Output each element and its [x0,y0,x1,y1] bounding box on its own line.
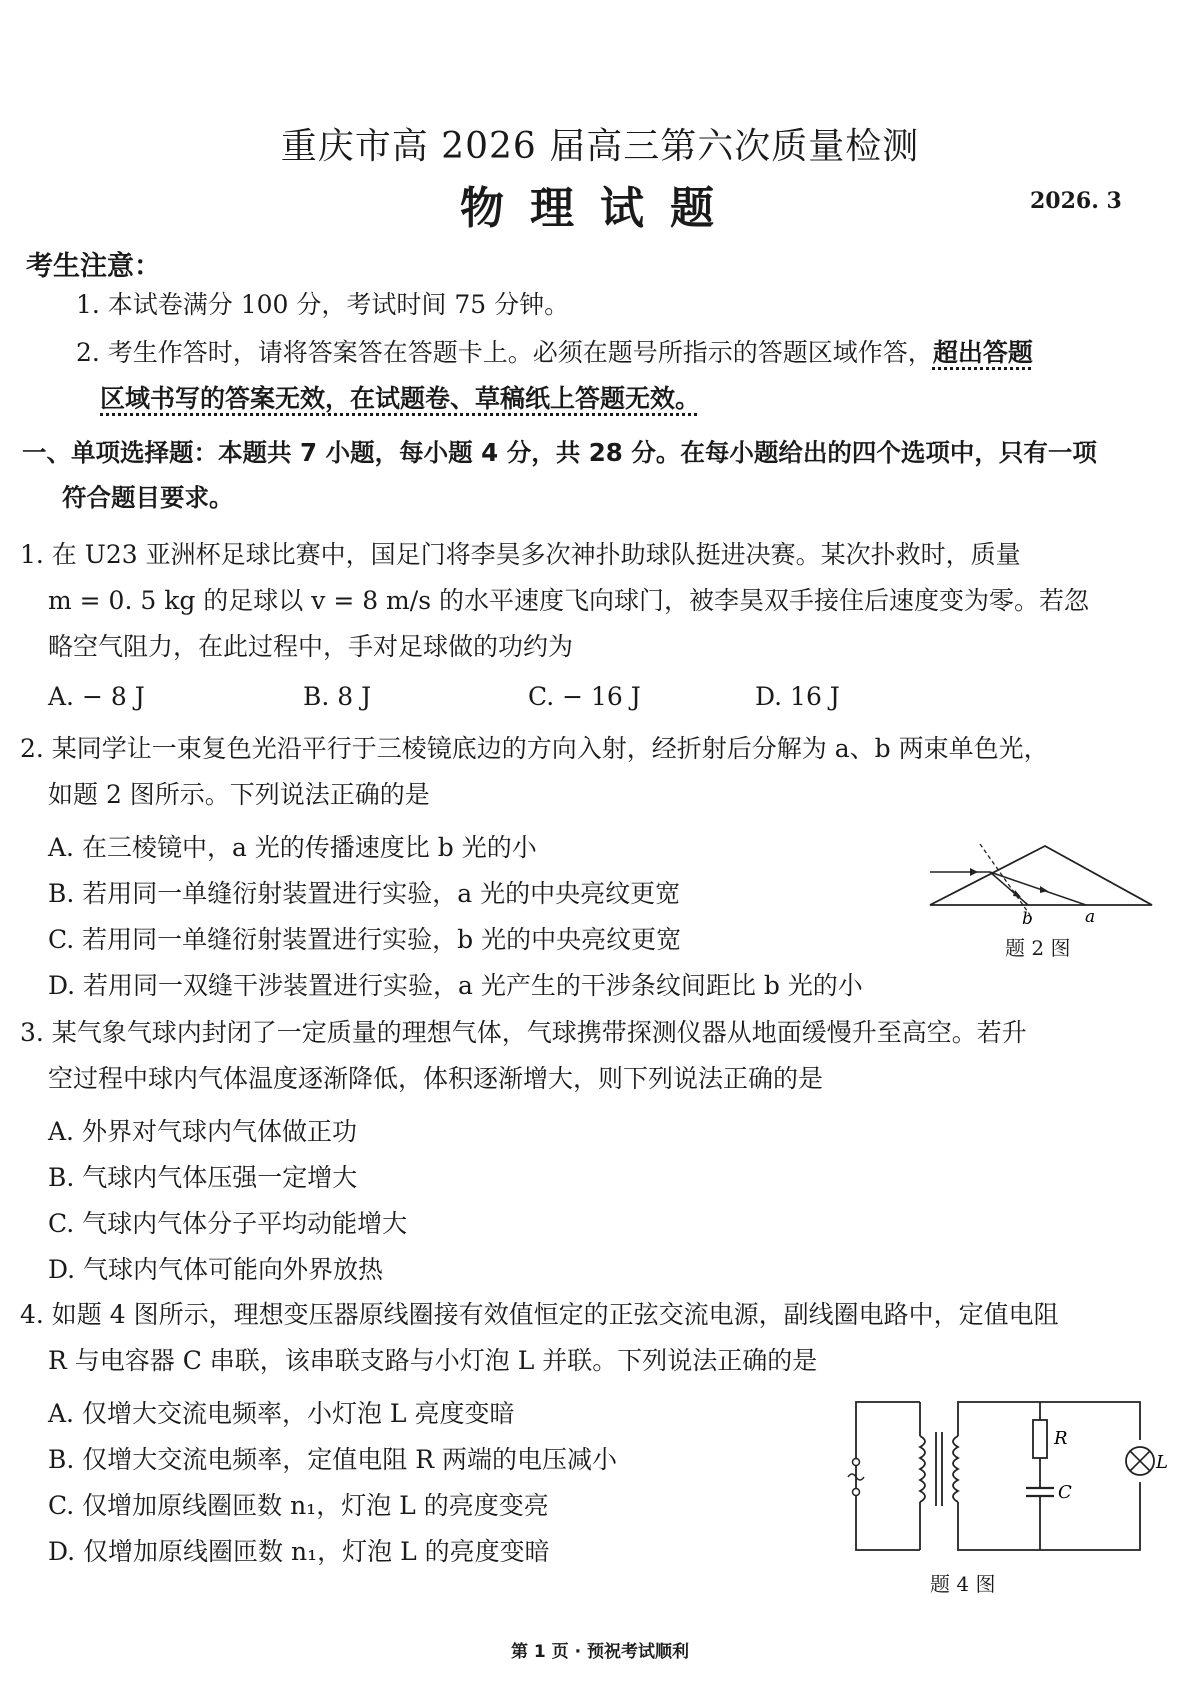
q3-option-b: B. 气球内气体压强一定增大 [48,1163,358,1192]
q2-line-1: 2. 某同学让一束复色光沿平行于三棱镜底边的方向入射，经折射后分解为 a、b 两束单色光， [20,734,1049,763]
q4-option-a: A. 仅增大交流电频率，小灯泡 L 亮度变暗 [48,1399,515,1428]
notice-heading: 考生注意： [26,251,161,282]
q2-option-a: A. 在三棱镜中，a 光的传播速度比 b 光的小 [48,833,537,862]
notice-item-2 [76,338,1033,368]
notice-emphasis-1: 超出答题 [932,338,1033,367]
q1-option-a: A. − 8 J [48,682,145,711]
resistor-r [1033,1420,1047,1458]
label-b: b [1022,909,1033,929]
label-l: L [1156,1452,1168,1473]
q2-option-d: D. 若用同一双缝干涉装置进行实验，a 光产生的干涉条纹间距比 b 光的小 [48,971,863,1000]
q2-line-2: 如题 2 图所示。下列说法正确的是 [48,780,430,809]
q1-option-c: C. − 16 J [528,682,641,711]
section-1-instructions-cont: 符合题目要求。 [62,483,234,512]
q3-line-1: 3. 某气象气球内封闭了一定质量的理想气体，气球携带探测仪器从地面缓慢升至高空。若升 [20,1018,1027,1047]
primary-wire [856,1402,920,1550]
notice-item-2-text: 2. 考生作答时，请将答案答在答题卡上。必须在题号所指示的答题区域作答， [76,338,933,367]
ray-a [990,872,1086,905]
q1-line-3: 略空气阻力，在此过程中，手对足球做的功约为 [48,632,574,661]
q4-option-d: D. 仅增加原线圈匝数 n₁，灯泡 L 的亮度变暗 [48,1537,550,1566]
q1-line-1: 1. 在 U23 亚洲杯足球比赛中，国足门将李昊多次神扑助球队挺进决赛。某次扑救时，质量 [20,540,1021,569]
secondary-coil [953,1436,958,1502]
page-footer: 第 1 页 · 预祝考试顺利 [511,1642,689,1662]
subject-title: 物理试题 [460,183,740,234]
q1-option-d: D. 16 J [755,682,840,711]
q4-line-2: R 与电容器 C 串联，该串联支路与小灯泡 L 并联。下列说法正确的是 [48,1346,818,1375]
label-r: R [1054,1428,1068,1449]
secondary-wire-bottom [958,1482,1140,1550]
q4-option-b: B. 仅增大交流电频率，定值电阻 R 两端的电压减小 [48,1445,617,1474]
q4-option-c: C. 仅增加原线圈匝数 n₁，灯泡 L 的亮度变亮 [48,1491,549,1520]
notice-emphasis-2: 区域书写的答案无效，在试题卷、草稿纸上答题无效。 [100,384,701,413]
label-a: a [1085,907,1096,927]
label-c: C [1058,1482,1072,1503]
secondary-wire-top [958,1402,1140,1440]
q3-line-2: 空过程中球内气体温度逐渐降低，体积逐渐增大，则下列说法正确的是 [48,1064,824,1093]
q3-option-d: D. 气球内气体可能向外界放热 [48,1255,384,1284]
circuit-figure [840,1382,1170,1562]
q3-option-c: C. 气球内气体分子平均动能增大 [48,1209,408,1238]
figure-2-caption: 题 2 图 [1005,936,1071,960]
q1-line-2: m = 0. 5 kg 的足球以 v = 8 m/s 的水平速度飞向球门，被李昊双手接住后速度变为零。若忽 [48,586,1089,615]
q1-option-b: B. 8 J [303,682,372,711]
source-terminal-top [853,1459,860,1466]
incident-arrow [970,868,978,876]
ray-b-arrow [1013,890,1021,897]
q2-option-b: B. 若用同一单缝衍射装置进行实验，a 光的中央亮纹更宽 [48,879,681,908]
q4-line-1: 4. 如题 4 图所示，理想变压器原线圈接有效值恒定的正弦交流电源，副线圈电路中，定值电阻 [20,1300,1059,1329]
q2-option-c: C. 若用同一单缝衍射装置进行实验，b 光的中央亮纹更宽 [48,925,682,954]
prism-triangle [930,846,1152,905]
notice-item-1: 1. 本试卷满分 100 分，考试时间 75 分钟。 [76,290,570,319]
section-1-instructions: 一、单项选择题：本题共 7 小题，每小题 4 分，共 28 分。在每小题给出的四个选项中，只有一项 [22,438,1097,467]
source-terminal-bottom [853,1489,860,1496]
ray-b [990,872,1028,905]
figure-4-caption: 题 4 图 [930,1572,996,1596]
prism-figure [920,840,1160,930]
q3-option-a: A. 外界对气球内气体做正功 [48,1117,357,1146]
primary-coil [920,1436,925,1502]
exam-date: 2026. 3 [1030,188,1122,214]
exam-title: 重庆市高 2026 届高三第六次质量检测 [280,126,920,167]
